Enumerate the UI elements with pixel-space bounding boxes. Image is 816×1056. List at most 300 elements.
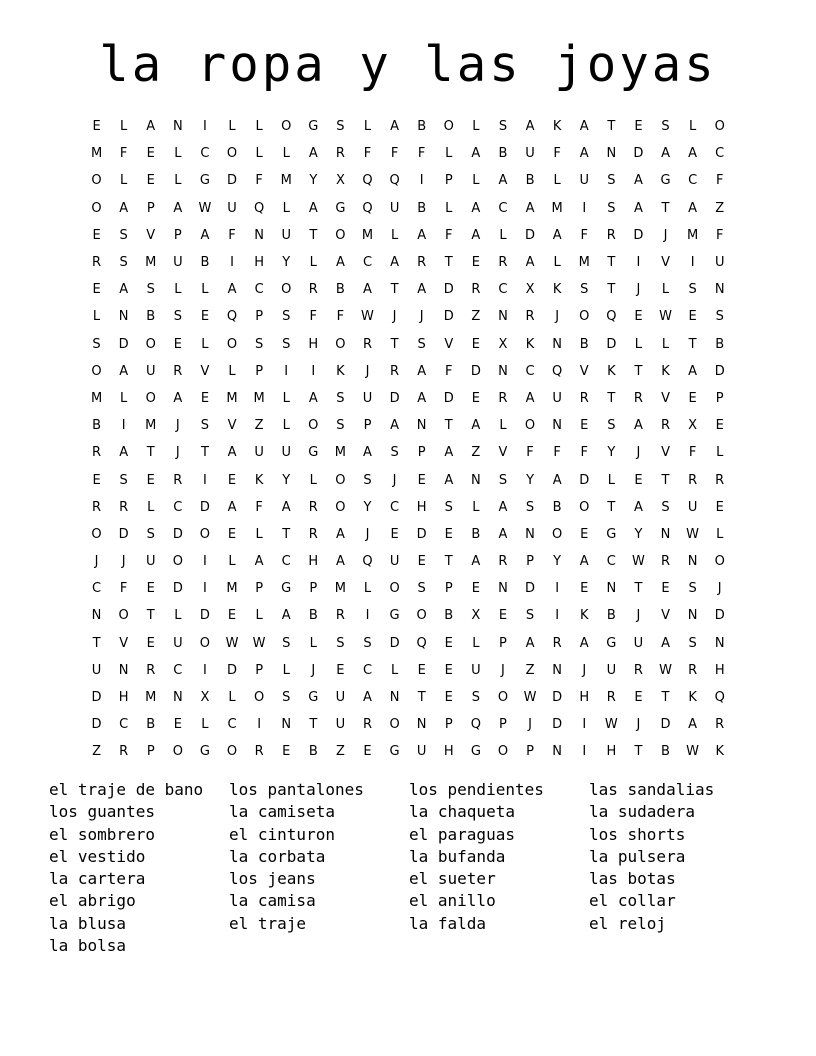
grid-letter: W [361, 309, 374, 325]
grid-letter: R [525, 309, 535, 325]
grid-letter: T [200, 445, 209, 461]
grid-letter: R [335, 608, 345, 624]
grid-letter: N [687, 608, 698, 624]
grid-letter: S [254, 336, 264, 352]
grid-letter: L [282, 418, 290, 434]
grid-letter: A [308, 390, 318, 406]
grid-letter: D [172, 581, 183, 597]
grid-letter: P [255, 662, 264, 678]
grid-letter: B [444, 608, 454, 624]
grid-letter: M [687, 227, 699, 243]
grid-letter: A [173, 200, 183, 216]
grid-letter: A [200, 227, 210, 243]
grid-letter: H [714, 662, 725, 678]
grid-letter: T [607, 282, 616, 298]
grid-letter: J [365, 363, 370, 379]
grid-letter: I [203, 581, 207, 597]
grid-letter: F [228, 227, 236, 243]
grid-letter: J [582, 662, 587, 678]
grid-letter: R [335, 146, 345, 162]
grid-letter: R [92, 445, 102, 461]
grid-letter: E [688, 309, 697, 325]
word-list-item: el cinturon [229, 824, 335, 844]
grid-letter: A [335, 526, 345, 542]
grid-letter: D [714, 363, 725, 379]
grid-letter: T [146, 608, 155, 624]
grid-letter: S [607, 418, 616, 434]
grid-letter: G [199, 173, 210, 189]
grid-letter: A [688, 146, 698, 162]
grid-letter: L [282, 390, 290, 406]
grid-letter: S [200, 418, 210, 434]
grid-letter: I [257, 717, 262, 733]
grid-letter: J [555, 309, 560, 325]
grid-letter: E [390, 526, 399, 542]
grid-letter: A [227, 499, 237, 515]
grid-letter: B [606, 608, 616, 624]
grid-letter: V [661, 255, 670, 271]
grid-letter: O [91, 173, 102, 189]
grid-letter: A [417, 363, 427, 379]
grid-letter: Q [714, 690, 725, 706]
grid-letter: O [281, 119, 292, 135]
grid-letter: L [228, 119, 236, 135]
grid-letter: A [335, 255, 345, 271]
grid-letter: O [308, 418, 319, 434]
grid-letter: A [552, 472, 562, 488]
grid-letter: B [92, 418, 101, 434]
grid-letter: A [417, 227, 427, 243]
grid-letter: O [335, 499, 346, 515]
grid-letter: B [525, 173, 535, 189]
grid-letter: H [579, 690, 590, 706]
grid-letter: S [146, 282, 155, 298]
grid-letter: P [444, 581, 453, 597]
grid-letter: U [227, 200, 237, 216]
grid-letter: D [389, 635, 400, 651]
grid-letter: E [282, 744, 291, 760]
grid-letter: K [552, 282, 562, 298]
grid-letter: B [715, 336, 725, 352]
grid-letter: Q [606, 309, 617, 325]
grid-letter: B [308, 608, 318, 624]
grid-letter: L [472, 499, 480, 515]
grid-letter: U [173, 255, 183, 271]
grid-letter: L [445, 200, 453, 216]
grid-letter: J [175, 445, 180, 461]
grid-letter: G [389, 744, 400, 760]
grid-letter: O [524, 418, 536, 434]
grid-letter: S [417, 581, 426, 597]
grid-letter: E [227, 526, 237, 542]
grid-letter: T [444, 418, 453, 434]
grid-letter: E [471, 255, 480, 271]
grid-letter: N [498, 309, 508, 325]
grid-letter: O [172, 744, 183, 760]
word-list-item: los pendientes [409, 780, 544, 799]
grid-letter: L [634, 336, 643, 352]
grid-letter: E [227, 608, 237, 624]
grid-letter: D [470, 363, 481, 379]
grid-letter: F [390, 146, 399, 162]
grid-letter: W [659, 662, 672, 678]
grid-letter: A [525, 255, 535, 271]
grid-letter: E [146, 635, 155, 651]
grid-letter: E [580, 418, 589, 434]
grid-letter: O [226, 744, 238, 760]
grid-letter: J [365, 526, 370, 542]
grid-letter: R [715, 472, 725, 488]
grid-letter: L [363, 581, 372, 597]
grid-letter: N [606, 146, 617, 162]
grid-letter: R [498, 554, 508, 570]
grid-letter: R [688, 662, 698, 678]
grid-letter: Q [470, 717, 481, 733]
grid-letter: L [363, 119, 372, 135]
grid-letter: S [282, 690, 291, 706]
grid-letter: L [309, 635, 317, 651]
grid-letter: O [335, 472, 346, 488]
grid-letter: R [660, 554, 671, 570]
grid-letter: U [173, 635, 183, 651]
grid-letter: A [633, 418, 643, 434]
grid-letter: S [336, 418, 345, 434]
grid-letter: I [203, 554, 207, 570]
grid-letter: M [145, 255, 157, 271]
grid-letter: T [444, 255, 453, 271]
grid-letter: S [525, 499, 535, 515]
grid-letter: L [120, 173, 128, 189]
grid-letter: L [499, 418, 507, 434]
grid-letter: B [417, 200, 427, 216]
word-list-item: el reloj [589, 913, 667, 933]
word-list-item: el vestido [49, 846, 146, 866]
grid-letter: S [336, 390, 345, 406]
grid-letter: H [443, 744, 454, 760]
grid-letter: Y [526, 472, 535, 488]
grid-letter: J [419, 309, 424, 325]
grid-letter: M [253, 390, 265, 406]
grid-letter: A [688, 363, 698, 379]
grid-letter: V [498, 445, 508, 461]
grid-letter: D [714, 608, 725, 624]
word-list-item [589, 935, 769, 957]
grid-letter: S [688, 635, 697, 651]
grid-letter: O [91, 363, 102, 379]
grid-letter: N [714, 635, 725, 651]
grid-letter: R [173, 472, 183, 488]
grid-letter: D [227, 173, 238, 189]
grid-letter: A [281, 608, 291, 624]
grid-letter: R [308, 282, 318, 298]
grid-letter: A [579, 119, 589, 135]
grid-letter: O [714, 554, 725, 570]
word-list-item: la cartera [49, 869, 146, 889]
grid-letter: L [716, 445, 724, 461]
grid-letter: L [390, 227, 399, 243]
grid-letter: L [553, 255, 561, 271]
grid-letter: U [552, 390, 562, 406]
grid-letter: R [362, 336, 372, 352]
word-list-item: el abrigo [49, 891, 136, 911]
grid-letter: R [308, 499, 318, 515]
grid-letter: R [362, 717, 372, 733]
word-list-item: las botas [589, 869, 676, 889]
grid-letter: O [226, 336, 238, 352]
word-list-item: la bolsa [49, 936, 127, 956]
grid-letter: T [634, 744, 643, 760]
grid-letter: M [280, 173, 292, 189]
grid-letter: U [416, 744, 427, 760]
grid-letter: G [606, 635, 617, 651]
grid-letter: O [335, 336, 346, 352]
grid-letter: E [715, 499, 724, 515]
grid-letter: M [578, 255, 590, 271]
grid-letter: F [119, 146, 128, 162]
grid-letter: D [199, 608, 210, 624]
grid-letter: Q [416, 635, 427, 651]
grid-letter: E [444, 526, 453, 542]
grid-letter: C [362, 662, 373, 678]
grid-letter: V [227, 418, 237, 434]
grid-letter: F [255, 499, 263, 515]
grid-letter: U [254, 445, 264, 461]
grid-letter: S [607, 200, 616, 216]
grid-letter: L [228, 363, 236, 379]
grid-letter: P [146, 200, 155, 216]
grid-letter: W [198, 200, 212, 216]
grid-letter: S [498, 472, 508, 488]
grid-letter: I [582, 200, 587, 216]
grid-letter: R [579, 390, 589, 406]
grid-letter: A [525, 200, 535, 216]
word-list-item: el sueter [409, 869, 496, 889]
grid-letter: C [715, 146, 725, 162]
grid-letter: S [336, 635, 345, 651]
grid-letter: T [390, 336, 399, 352]
grid-letter: M [226, 390, 238, 406]
grid-letter: R [552, 635, 562, 651]
grid-letter: R [417, 255, 427, 271]
grid-letter: O [145, 336, 156, 352]
grid-letter: T [661, 200, 670, 216]
grid-letter: F [255, 173, 263, 189]
grid-letter: T [661, 690, 670, 706]
grid-letter: A [498, 173, 508, 189]
grid-letter: F [309, 309, 318, 325]
grid-letter: J [636, 608, 641, 624]
grid-letter: A [227, 282, 237, 298]
grid-letter: B [417, 119, 427, 135]
grid-letter: L [174, 282, 182, 298]
grid-letter: E [227, 472, 237, 488]
grid-letter: A [173, 390, 183, 406]
grid-letter: Z [254, 418, 264, 434]
grid-letter: D [525, 581, 536, 597]
grid-letter: O [199, 526, 211, 542]
grid-letter: H [308, 554, 319, 570]
grid-letter: L [390, 662, 399, 678]
grid-letter: S [363, 635, 372, 651]
grid-letter: D [633, 146, 644, 162]
grid-letter: S [282, 336, 291, 352]
grid-letter: N [552, 662, 562, 678]
grid-letter: P [499, 717, 507, 733]
word-list-item: la falda [409, 913, 487, 933]
grid-letter: Q [362, 173, 373, 189]
grid-letter: J [121, 554, 126, 570]
word-list-item: el collar [589, 891, 676, 911]
grid-letter: A [146, 119, 156, 135]
grid-letter: E [715, 418, 724, 434]
grid-letter: P [309, 581, 318, 597]
grid-letter: C [119, 717, 129, 733]
grid-letter: S [688, 581, 697, 597]
grid-letter: D [660, 717, 671, 733]
grid-letter: A [390, 418, 400, 434]
grid-letter: E [634, 690, 643, 706]
grid-letter: L [255, 146, 263, 162]
grid-letter: K [607, 363, 616, 379]
grid-letter: O [552, 526, 563, 542]
grid-letter: R [633, 662, 643, 678]
grid-letter: K [715, 744, 724, 760]
grid-letter: A [633, 200, 643, 216]
grid-letter: L [120, 119, 128, 135]
grid-letter: C [498, 200, 508, 216]
grid-letter: U [471, 662, 481, 678]
grid-letter: B [308, 744, 318, 760]
grid-letter: I [555, 608, 560, 624]
grid-letter: C [254, 282, 264, 298]
grid-letter: A [363, 445, 372, 461]
grid-letter: N [416, 418, 427, 434]
grid-letter: F [553, 146, 561, 162]
grid-letter: C [92, 581, 102, 597]
grid-letter: R [146, 662, 156, 678]
grid-letter: P [255, 363, 264, 379]
grid-letter: H [254, 255, 264, 271]
grid-letter: A [688, 717, 698, 733]
grid-letter: N [254, 227, 264, 243]
grid-letter: E [417, 554, 426, 570]
grid-letter: P [526, 554, 534, 570]
grid-letter: K [661, 363, 670, 379]
grid-letter: J [392, 472, 397, 488]
grid-letter: P [715, 390, 724, 406]
grid-letter: X [471, 608, 481, 624]
grid-letter: R [390, 363, 400, 379]
grid-letter: L [120, 390, 128, 406]
grid-letter: Y [309, 173, 318, 189]
grid-letter: A [525, 119, 535, 135]
grid-letter: E [200, 309, 210, 325]
grid-letter: R [606, 690, 616, 706]
grid-letter: G [389, 608, 400, 624]
grid-letter: V [661, 445, 670, 461]
grid-letter: B [200, 255, 210, 271]
grid-letter: U [606, 662, 617, 678]
word-list-item: el traje de bano [49, 780, 204, 799]
word-list-item: la blusa [49, 913, 127, 933]
grid-letter: K [688, 690, 697, 706]
grid-letter: I [419, 173, 424, 189]
grid-letter: M [334, 581, 346, 597]
grid-letter: R [119, 744, 129, 760]
grid-letter: H [606, 744, 617, 760]
grid-letter: T [607, 499, 616, 515]
grid-letter: S [363, 472, 372, 488]
grid-letter: Z [335, 744, 345, 760]
word-list-item: la chaqueta [409, 802, 515, 822]
page-title: la ropa y las joyas [99, 36, 717, 93]
grid-letter: Z [471, 309, 481, 325]
grid-letter: C [390, 499, 400, 515]
grid-letter: M [145, 418, 157, 434]
grid-letter: U [91, 662, 102, 678]
grid-letter: Y [282, 472, 291, 488]
grid-letter: A [471, 200, 481, 216]
grid-letter: J [311, 662, 316, 678]
grid-letter: V [579, 363, 589, 379]
grid-letter: N [281, 717, 292, 733]
grid-letter: S [607, 173, 616, 189]
grid-letter: U [714, 255, 725, 271]
grid-letter: L [92, 309, 101, 325]
grid-letter: D [416, 526, 427, 542]
grid-letter: A [498, 526, 508, 542]
grid-letter: I [582, 744, 587, 760]
grid-letter: O [91, 526, 102, 542]
grid-letter: L [174, 608, 182, 624]
grid-letter: C [173, 662, 183, 678]
grid-letter: N [660, 526, 671, 542]
grid-letter: O [714, 119, 725, 135]
grid-letter: D [443, 390, 454, 406]
grid-letter: P [444, 717, 453, 733]
grid-letter: A [363, 282, 372, 298]
grid-letter: N [714, 282, 725, 298]
grid-letter: T [390, 282, 399, 298]
grid-letter: F [526, 445, 534, 461]
grid-letter: R [92, 499, 102, 515]
grid-letter: K [579, 608, 589, 624]
grid-letter: B [335, 282, 345, 298]
grid-letter: E [92, 119, 101, 135]
word-list-item: la bufanda [409, 846, 506, 866]
grid-letter: U [145, 363, 156, 379]
grid-letter: X [525, 282, 535, 298]
grid-letter: O [118, 608, 129, 624]
grid-letter: A [281, 499, 291, 515]
grid-letter: O [389, 717, 400, 733]
grid-letter: J [717, 581, 722, 597]
grid-letter: U [525, 146, 535, 162]
word-list-item: la sudadera [589, 802, 695, 822]
grid-letter: E [92, 227, 101, 243]
grid-letter: A [308, 146, 318, 162]
grid-letter: Y [634, 526, 643, 542]
grid-letter: O [497, 744, 509, 760]
grid-letter: L [716, 526, 724, 542]
grid-letter: A [119, 363, 129, 379]
grid-letter: O [389, 581, 400, 597]
grid-letter: Y [282, 255, 291, 271]
grid-letter: F [445, 227, 453, 243]
grid-letter: A [552, 227, 562, 243]
grid-letter: L [201, 717, 209, 733]
grid-letter: A [471, 227, 481, 243]
